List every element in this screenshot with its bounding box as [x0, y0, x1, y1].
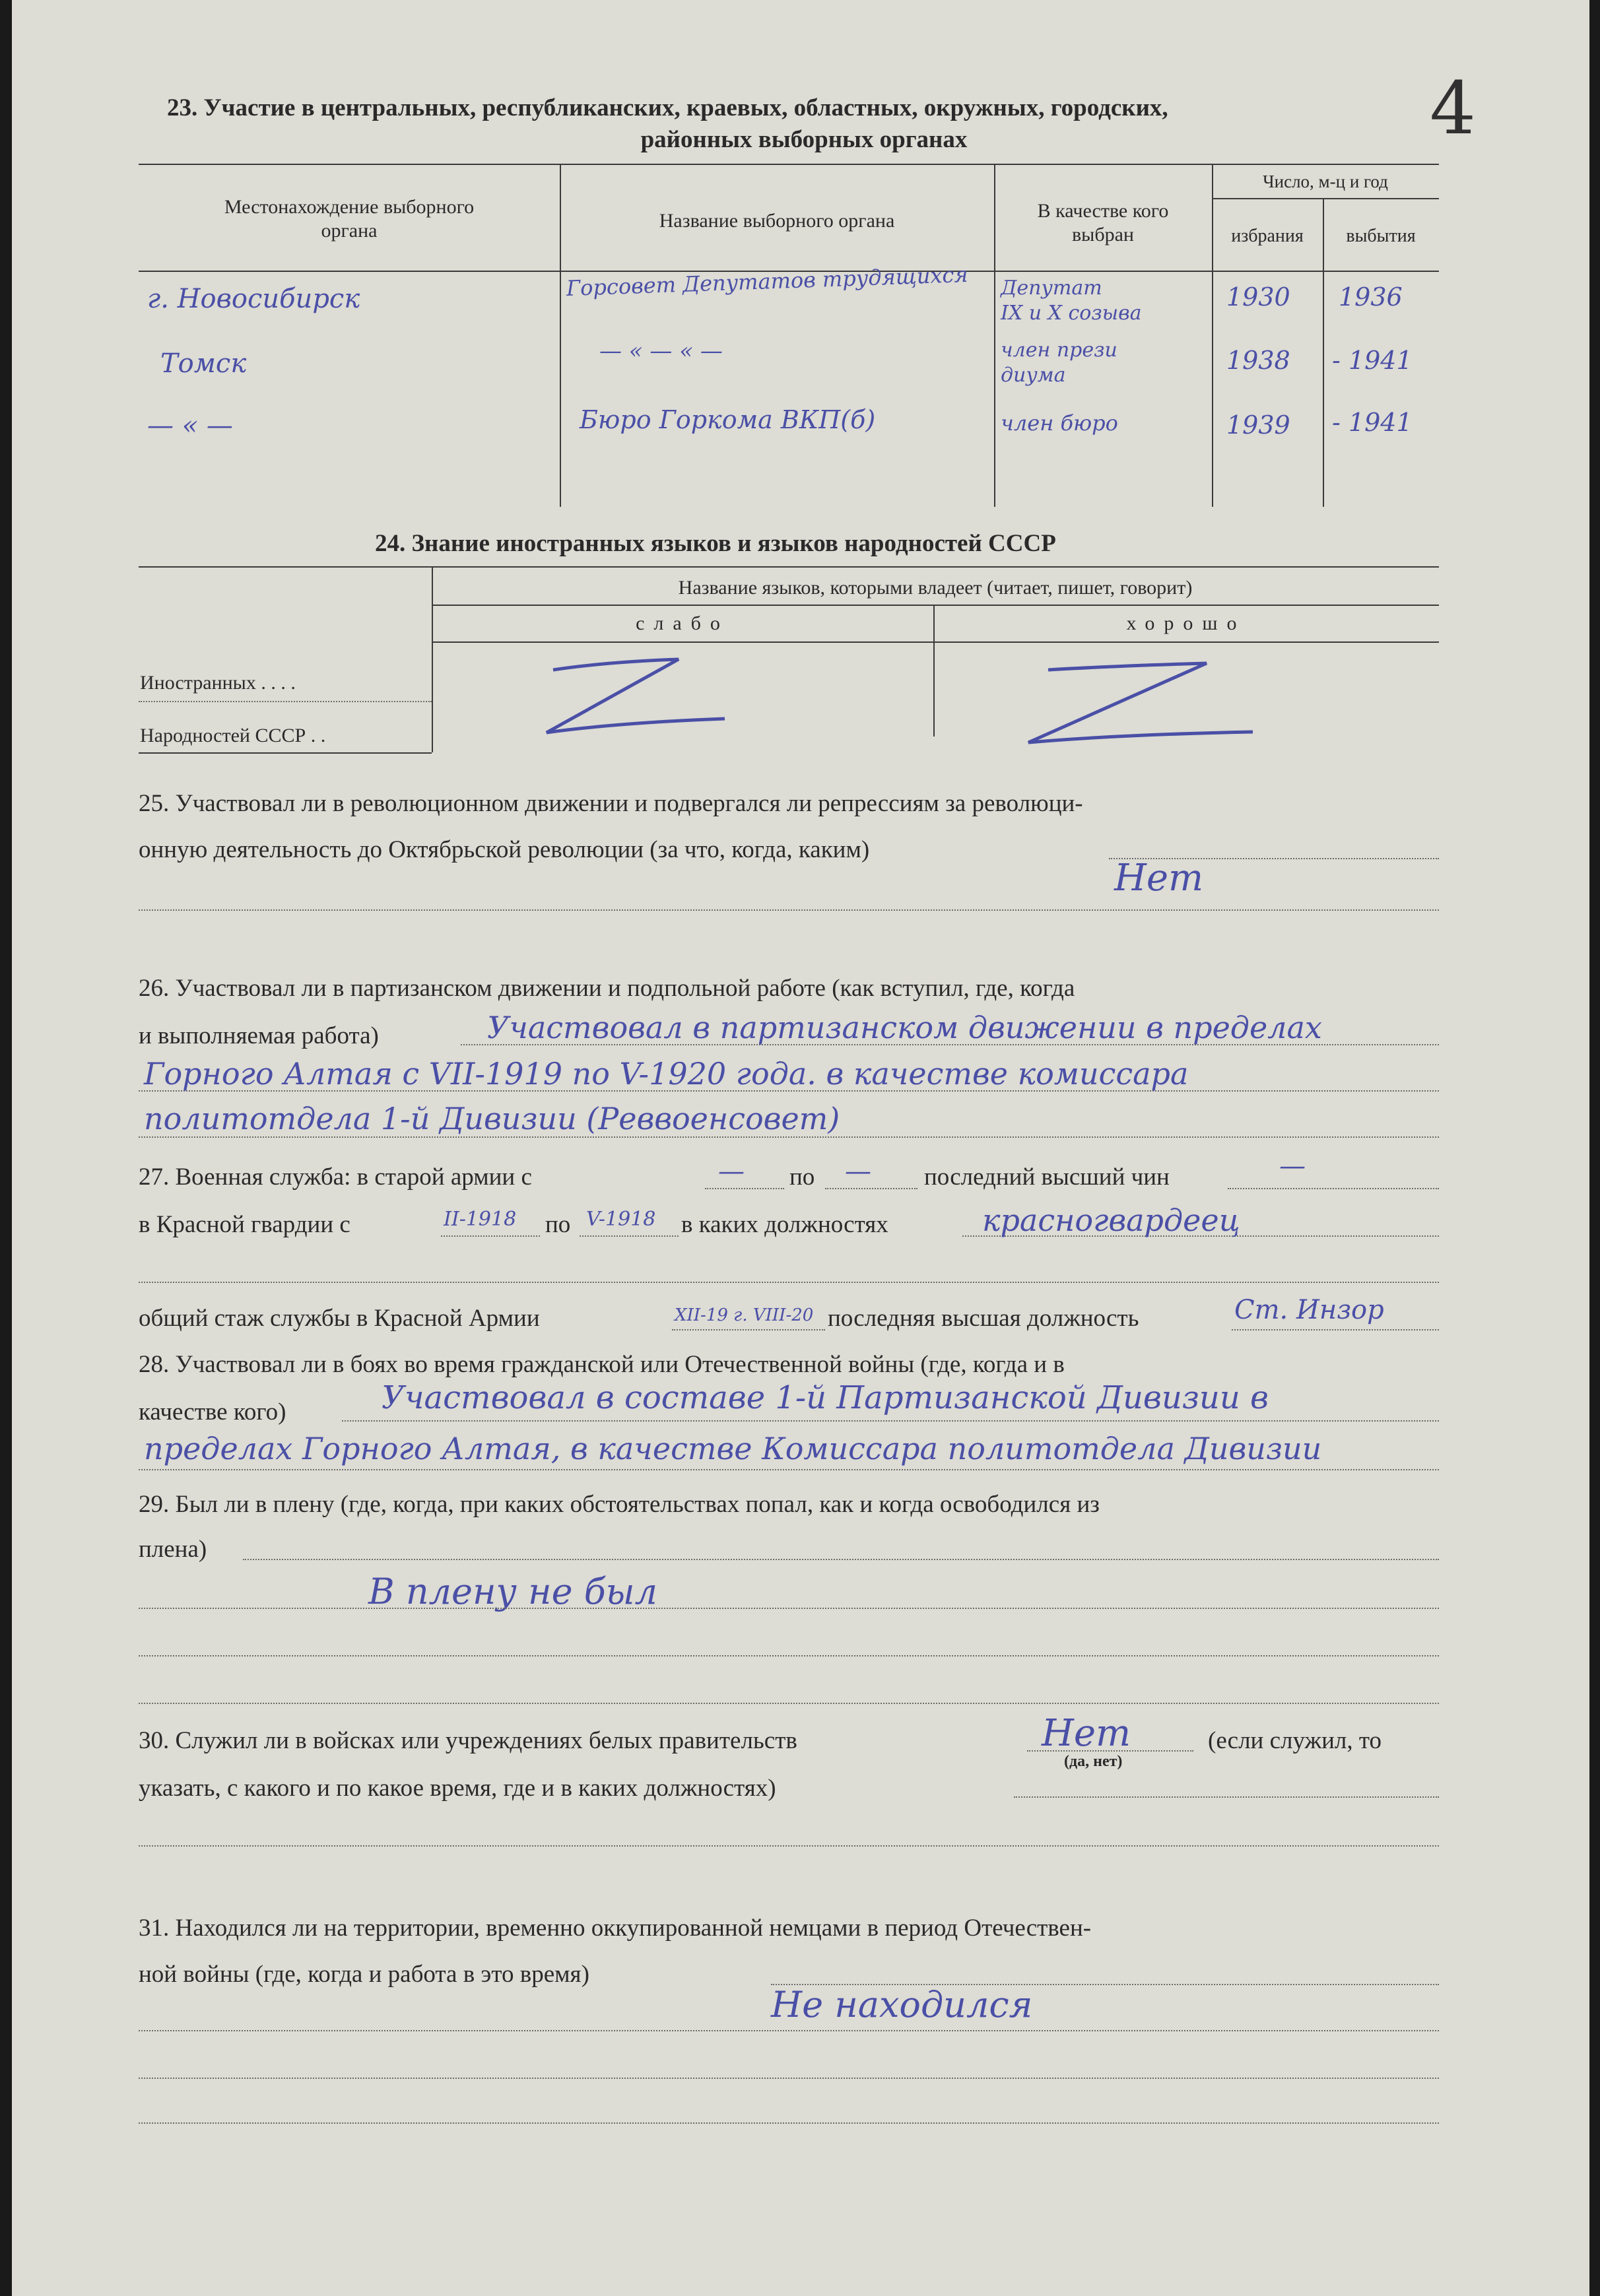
- section30-tail: (если служил, то: [1208, 1727, 1382, 1754]
- red-guard-label: в Красной гвардии с: [139, 1211, 350, 1238]
- positions-label: в каких должностях: [681, 1211, 888, 1238]
- section25-line1: 25. Участвовал ли в революционном движении и подвергался ли репрессиям за революци-: [139, 790, 1083, 817]
- section30-answer: Нет: [1042, 1712, 1131, 1755]
- old-army-to: —: [845, 1156, 871, 1187]
- row3-elected: 1939: [1226, 410, 1290, 440]
- red-guard-po: по: [545, 1211, 571, 1238]
- section31-line2: ной войны (где, когда и работа в это время): [139, 1961, 589, 1988]
- section29-answer: В плену не был: [368, 1571, 658, 1612]
- section26-answer-3: политотдела 1-й Дивизии (Реввоенсовет): [144, 1101, 840, 1136]
- section30-line2: указать, с какого и по какое время, где и в каких должностях): [139, 1775, 776, 1802]
- row1-location: г. Новосибирск: [147, 284, 360, 314]
- section26-answer-1: Участвовал в партизанском движении в пределах: [487, 1010, 1322, 1045]
- total-service-label: общий стаж службы в Красной Армии: [139, 1305, 540, 1332]
- languages-good: хорошо: [1126, 612, 1246, 634]
- section31-line1: 31. Находился ли на территории, временно оккупированной немцами в период Отечествен-: [139, 1915, 1092, 1942]
- languages-row-foreign: Иностранных . . . .: [140, 672, 296, 694]
- section25-answer: Нет: [1114, 857, 1204, 900]
- row1-left: 1936: [1339, 282, 1403, 312]
- row3-body: Бюро Горкома ВКП(б): [580, 405, 876, 434]
- section23-title-line2: районных выборных органах: [640, 126, 968, 153]
- row3-left: - 1941: [1332, 408, 1413, 437]
- form-page: [12, 0, 1589, 2296]
- row2-body: — « — « —: [599, 338, 723, 364]
- languages-row-ussr: Народностей СССР . .: [140, 725, 326, 746]
- section28-answer-2: пределах Горного Алтая, в качестве Комиссара политотдела Дивизии: [144, 1431, 1322, 1466]
- page-number: 4: [1430, 66, 1476, 150]
- row2-left: - 1941: [1332, 346, 1413, 375]
- section23-title-line1: 23. Участие в центральных, республиканских, краевых, областных, окружных, городских,: [167, 94, 1168, 121]
- last-rank-label: последний высший чин: [924, 1164, 1170, 1191]
- header-elected: избрания: [1231, 226, 1304, 246]
- header-location: Местонахождение выборного органа: [224, 196, 475, 242]
- section29-line1: 29. Был ли в плену (где, когда, при каких обстоятельствах попал, как и когда освободился из: [139, 1491, 1100, 1518]
- old-army-from: —: [718, 1156, 745, 1187]
- section25-line2: онную деятельность до Октябрьской революции (за что, когда, каким): [139, 836, 870, 863]
- section30-hint: (да, нет): [1064, 1753, 1123, 1770]
- dash-mark-weak: [514, 650, 764, 756]
- row1-role: Депутат IX и X созыва: [1001, 277, 1142, 325]
- header-date-group: Число, м-ц и год: [1263, 172, 1388, 191]
- section26-answer-2: Горного Алтая с VII-1919 по V-1920 года. в качестве комиссара: [144, 1056, 1189, 1092]
- row1-elected: 1930: [1226, 282, 1290, 312]
- section28-answer-1: Участвовал в составе 1-й Партизанской Дивизии в: [382, 1379, 1269, 1416]
- last-position-label: последняя высшая должность: [828, 1305, 1139, 1332]
- section28-line1: 28. Участвовал ли в боях во время гражданской или Отечественной войны (где, когда и в: [139, 1351, 1065, 1378]
- last-position-value: Ст. Инзор: [1234, 1295, 1384, 1325]
- header-left: выбытия: [1346, 226, 1416, 246]
- row3-location: — « —: [147, 410, 233, 441]
- row3-role: член бюро: [1001, 410, 1118, 436]
- section27-old-army: 27. Военная служба: в старой армии с: [139, 1164, 532, 1191]
- total-service-value: XII-19 г. VIII-20: [675, 1305, 814, 1325]
- section30-lead: 30. Служил ли в войсках или учреждениях белых правительств: [139, 1727, 797, 1754]
- header-role: В качестве кого выбран: [1037, 200, 1169, 246]
- section28-line2: качестве кого): [139, 1398, 286, 1426]
- row2-elected: 1938: [1226, 346, 1290, 375]
- red-guard-from: II-1918: [444, 1208, 517, 1231]
- section26-line1: 26. Участвовал ли в партизанском движении и подпольной работе (как вступил, где, когда: [139, 975, 1075, 1002]
- section24-title: 24. Знание иностранных языков и языков народностей СССР: [375, 530, 1056, 557]
- languages-header: Название языков, которыми владеет (читает, пишет, говорит): [678, 577, 1193, 599]
- red-guard-to: V-1918: [586, 1208, 656, 1231]
- section29-line2: плена): [139, 1536, 207, 1563]
- row1-body: Горсовет Депутатов трудящихся: [566, 261, 969, 301]
- section31-answer: Не находился: [771, 1984, 1033, 2025]
- row2-location: Томск: [160, 348, 247, 379]
- section26-line2: и выполняемая работа): [139, 1022, 379, 1049]
- old-army-po: по: [789, 1164, 815, 1191]
- dash-mark-good: [1002, 657, 1279, 762]
- languages-weak: слабо: [636, 612, 729, 634]
- last-rank-value: —: [1279, 1151, 1306, 1181]
- header-body: Название выборного органа: [659, 210, 895, 232]
- row2-role: член прези диума: [1001, 339, 1117, 387]
- positions-value: красногвардеец: [982, 1202, 1240, 1238]
